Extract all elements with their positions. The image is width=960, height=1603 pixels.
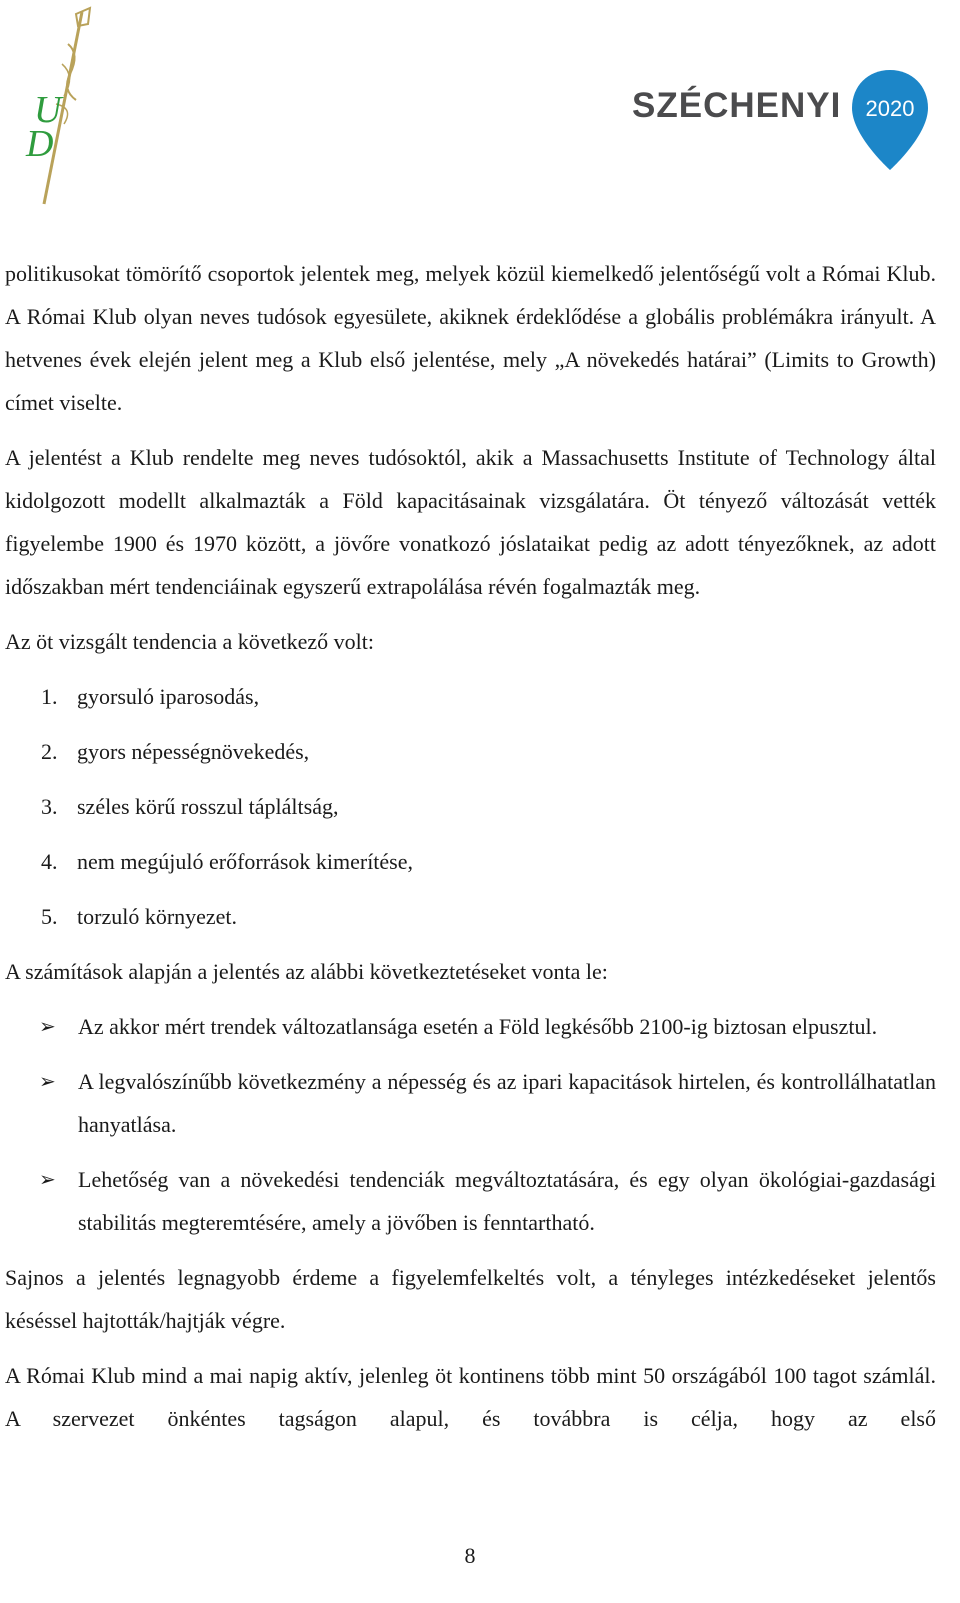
document-body [5, 252, 936, 1440]
list-item-text: Az akkor mért trendek változatlansága esetén a Föld legkésőbb 2100-ig biztosan elpusztul. [78, 1014, 878, 1039]
list-number: 4. [41, 849, 58, 874]
list-item-text: széles körű rosszul tápláltság, [77, 794, 339, 819]
list-item [5, 1005, 936, 1048]
szechenyi-logo-text: SZÉCHENYI [632, 86, 842, 125]
svg-text:D: D [26, 123, 54, 165]
list-item [5, 1158, 936, 1244]
list-item-text: Lehetőség van a növekedési tendenciák megváltoztatására, és egy olyan ökológiai-gazdasági stabilitás megteremtésére, amely a jövőben is fenntartható. [78, 1167, 936, 1235]
list-item [5, 895, 936, 938]
list-number: 2. [41, 739, 58, 764]
numbered-list [5, 675, 936, 938]
arrow-bullet-icon: ➢ [39, 1069, 56, 1093]
list-item-text: nem megújuló erőforrások kimerítése, [77, 849, 414, 874]
list-number: 5. [41, 904, 58, 929]
list-item-text: gyors népességnövekedés, [77, 739, 310, 764]
paragraph: A számítások alapján a jelentés az alábbi következtetéseket vonta le: [5, 959, 608, 984]
arrow-bullet-icon: ➢ [39, 1014, 56, 1038]
paragraph: Sajnos a jelentés legnagyobb érdeme a figyelemfelkeltés volt, a tényleges intézkedéseket jelentős késéssel hajtották/hajtják végre. [5, 1265, 936, 1333]
location-pin-icon [848, 66, 932, 174]
page-header [0, 0, 960, 215]
paragraph: Az öt vizsgált tendencia a következő volt: [5, 629, 374, 654]
paragraph: A Római Klub mind a mai napig aktív, jelenleg öt kontinens több mint 50 országából 100 tagot számlál. A szervezet önkéntes tagságon alapul, és továbbra is célja, hogy az első [5, 1363, 936, 1431]
list-number: 1. [41, 684, 58, 709]
list-item-text: torzuló környezet. [77, 904, 238, 929]
svg-text:U: U [34, 89, 62, 131]
list-item [5, 840, 936, 883]
list-number: 3. [41, 794, 58, 819]
szechenyi-2020-logo [626, 66, 946, 176]
university-of-debrecen-logo-icon [18, 4, 98, 209]
list-item [5, 675, 936, 718]
list-item [5, 785, 936, 828]
list-item-text: A legvalószínűbb következmény a népesség és az ipari kapacitások hirtelen, és kontrollálhatatlan hanyatlása. [78, 1069, 936, 1137]
list-item-text: gyorsuló iparosodás, [77, 684, 260, 709]
paragraph: A jelentést a Klub rendelte meg neves tudósoktól, akik a Massachusetts Institute of Technology által kidolgozott modellt alkalmazták a Föld kapacitásainak vizsgálatára. Öt tényező változását vették figyelembe 1900 és 1970 között, a jövőre vonatkozó jóslataikat pedig az adott tényezőknek, az adott időszakban mért tendenciáinak egyszerű extrapolálása révén fogalmazták meg. [5, 445, 936, 599]
list-item [5, 730, 936, 773]
arrow-bullet-icon: ➢ [39, 1167, 56, 1191]
page-number: 8 [464, 1543, 476, 1568]
conclusion-list [5, 1005, 936, 1244]
list-item [5, 1060, 936, 1146]
paragraph: politikusokat tömörítő csoportok jelentek meg, melyek közül kiemelkedő jelentőségű volt a Római Klub. A Római Klub olyan neves tudósok egyesülete, akiknek érdeklődése a globális problémákra irányult. A hetvenes évek elején jelent meg a Klub első jelentése, mely „A növekedés határai” (Limits to Growth) címet viselte. [5, 261, 936, 415]
szechenyi-year: 2020 [865, 96, 915, 121]
